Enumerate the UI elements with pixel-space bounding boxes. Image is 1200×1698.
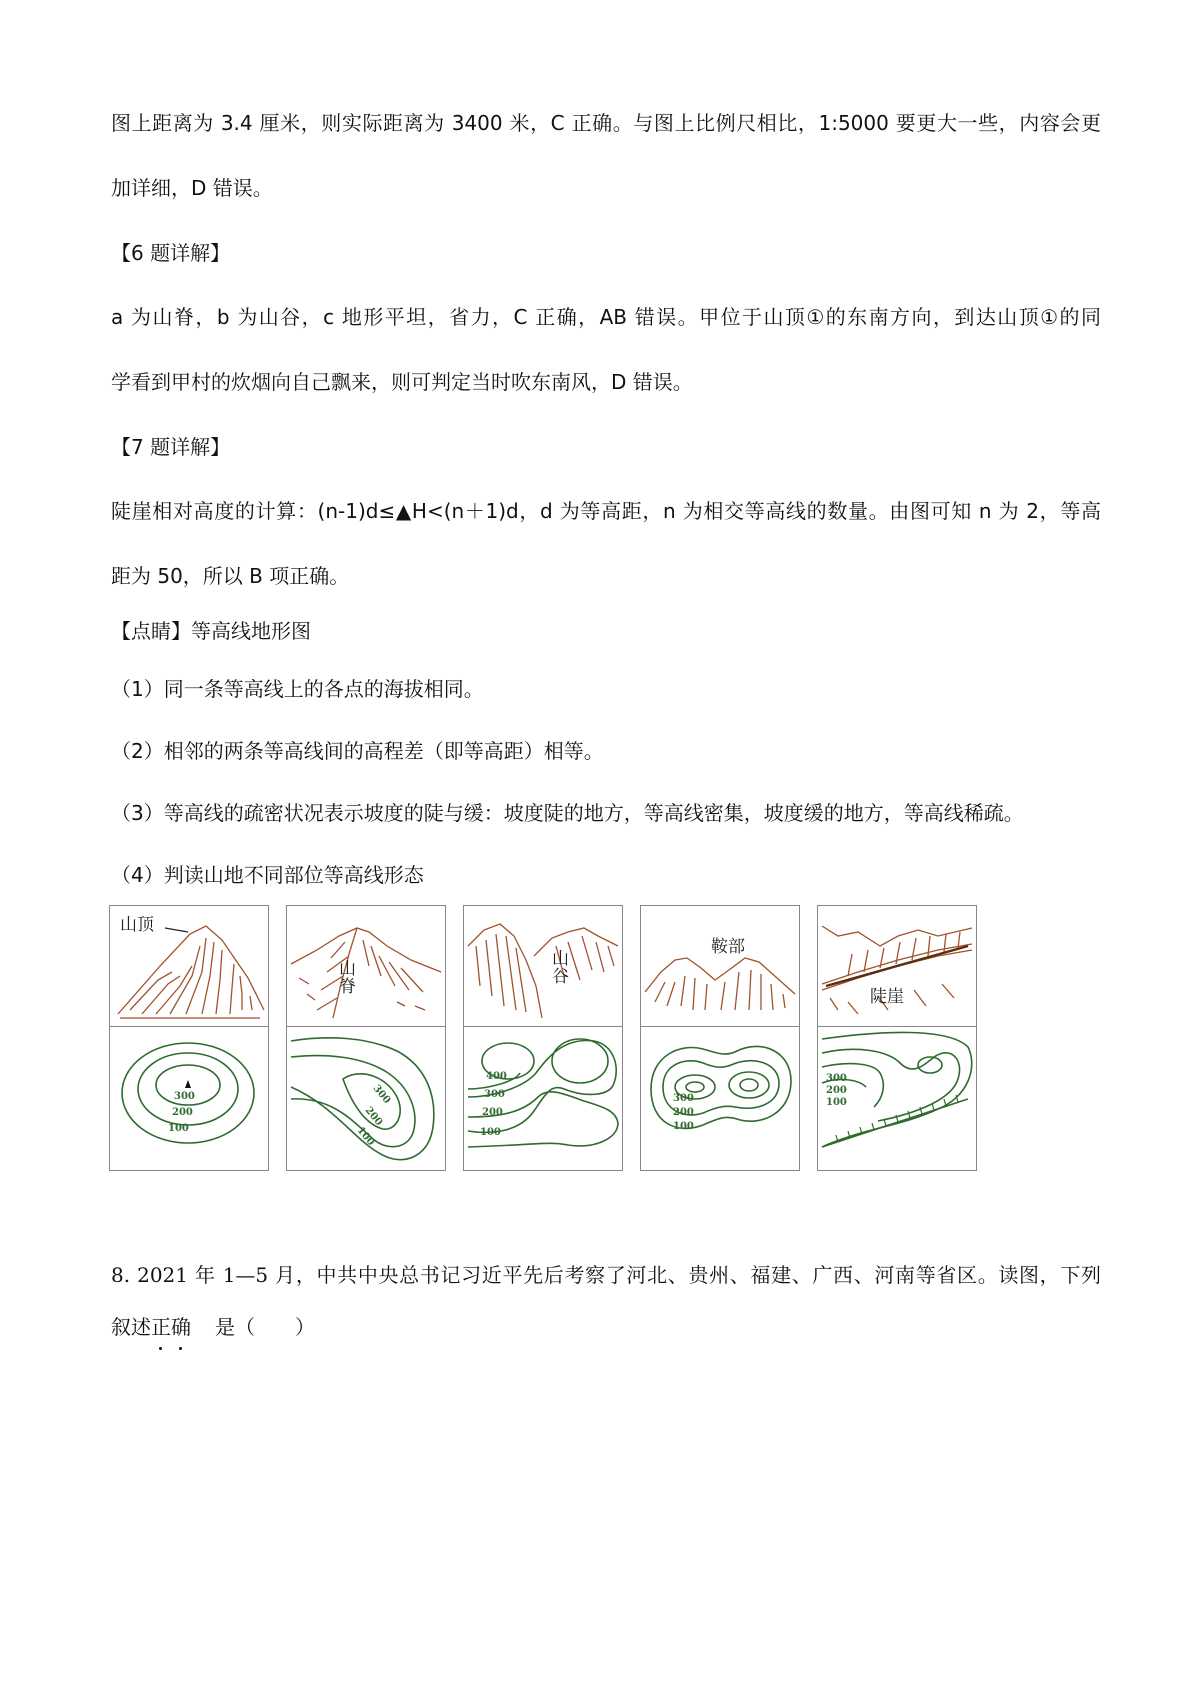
- question-8-line-2: [111, 1313, 1101, 1341]
- question-8-suffix: 是（ ）: [215, 1315, 315, 1339]
- contour-label: 200: [673, 1107, 694, 1118]
- ridge-sketch: [287, 906, 445, 1027]
- contour-label: 200: [172, 1107, 193, 1118]
- contour-label: 100: [168, 1123, 189, 1134]
- cliff-sketch: [818, 906, 976, 1027]
- tip-item-3: （3）等高线的疏密状况表示坡度的陡与缓：坡度陡的地方，等高线密集，坡度缓的地方，等高线稀疏。: [111, 801, 1024, 825]
- emphasis-dot: [159, 1347, 162, 1350]
- saddle-contour: [641, 1027, 799, 1170]
- contour-label: 300: [370, 1082, 393, 1107]
- ridge-contour: [287, 1027, 445, 1170]
- paragraph-line: a 为山脊，b 为山谷，c 地形平坦，省力，C 正确，AB 错误。甲位于山顶①的东南方向，到达山顶①的同: [111, 305, 1101, 329]
- tip-item-2: （2）相邻的两条等高线间的高程差（即等高距）相等。: [111, 739, 604, 763]
- question-8-line-1: 8. 2021 年 1—5 月，中共中央总书记习近平先后考察了河北、贵州、福建、广西、河南等省区。读图，下列: [111, 1263, 1101, 1287]
- contour-label: 200: [826, 1085, 847, 1096]
- panel-valley: [463, 905, 623, 1171]
- question-7-heading: 【7 题详解】: [111, 435, 231, 459]
- tip-heading: 【点睛】等高线地形图: [111, 619, 311, 643]
- contour-label: 300: [174, 1091, 195, 1102]
- peak-sketch: [110, 906, 268, 1027]
- contour-label: 300: [484, 1089, 505, 1100]
- saddle-label: 鞍部: [711, 937, 745, 957]
- contour-label: 200: [362, 1104, 385, 1129]
- question-8-emphasis-text: 正确: [151, 1315, 191, 1339]
- panel-peak: [109, 905, 269, 1171]
- cliff-label: 陡崖: [870, 987, 904, 1007]
- saddle-sketch: [641, 906, 799, 1027]
- question-6-heading: 【6 题详解】: [111, 241, 231, 265]
- valley-contour: [464, 1027, 622, 1170]
- contour-label: 100: [673, 1121, 694, 1132]
- panel-saddle: [640, 905, 800, 1171]
- panel-cliff: [817, 905, 977, 1171]
- terrain-figure: [109, 905, 984, 1171]
- ridge-label: 山脊: [339, 959, 356, 997]
- paragraph-line: 图上距离为 3.4 厘米，则实际距离为 3400 米，C 正确。与图上比例尺相比，1:5000 要更大一些，内容会更: [111, 111, 1101, 135]
- contour-label: 300: [673, 1093, 694, 1104]
- peak-contour: [110, 1027, 268, 1170]
- question-8-prefix: 叙述: [111, 1315, 151, 1339]
- paragraph-line: 加详细，D 错误。: [111, 176, 273, 200]
- paragraph-line: 陡崖相对高度的计算：(n-1)d≤▲H<(n＋1)d，d 为等高距，n 为相交等高线的数量。由图可知 n 为 2，等高: [111, 499, 1101, 523]
- peak-label: 山顶: [120, 915, 154, 935]
- paragraph-line: 距为 50，所以 B 项正确。: [111, 564, 350, 588]
- panel-ridge: [286, 905, 446, 1171]
- valley-label: 山谷: [552, 949, 569, 987]
- tip-item-4: （4）判读山地不同部位等高线形态: [111, 863, 424, 887]
- valley-sketch: [464, 906, 622, 1027]
- contour-label: 100: [354, 1124, 377, 1149]
- tip-item-1: （1）同一条等高线上的各点的海拔相同。: [111, 677, 484, 701]
- contour-label: 100: [826, 1097, 847, 1108]
- contour-label: 300: [826, 1073, 847, 1084]
- contour-label: 200: [482, 1107, 503, 1118]
- contour-label: 400: [486, 1071, 507, 1082]
- paragraph-line: 学看到甲村的炊烟向自己飘来，则可判定当时吹东南风，D 错误。: [111, 370, 693, 394]
- emphasis-dot: [179, 1347, 182, 1350]
- question-8-emphasis: [151, 1315, 191, 1339]
- contour-label: 100: [480, 1127, 501, 1138]
- cliff-contour: [818, 1027, 976, 1170]
